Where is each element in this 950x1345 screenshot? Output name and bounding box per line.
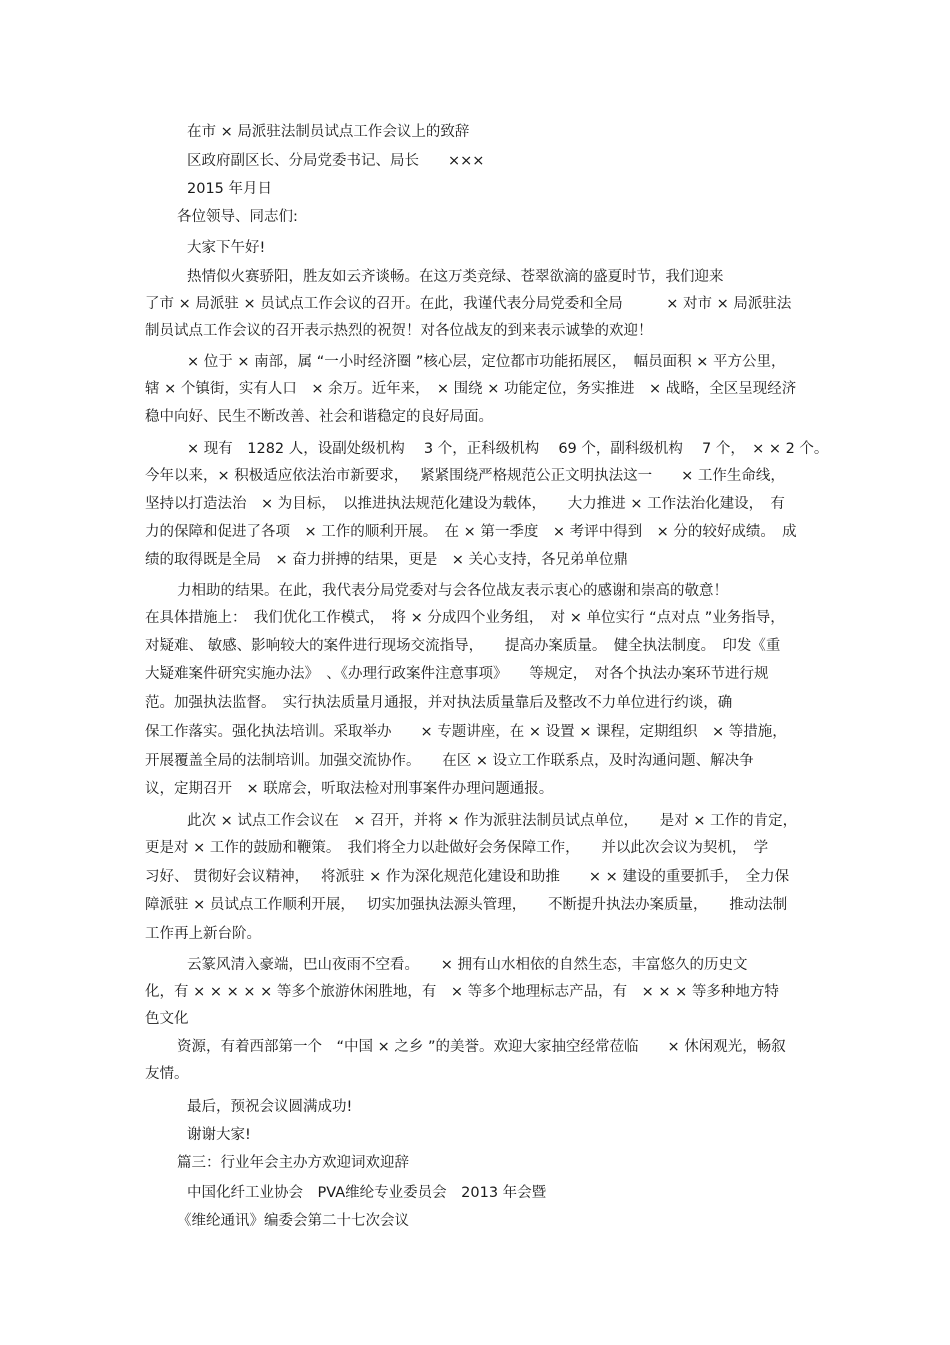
paragraph-line: 今年以来，× 积极适应依法治市新要求， 紧紧围绕严格规范公正文明执法这一 × 工作生命线， — [145, 468, 785, 484]
paragraph-line: 辖 × 个镇街，实有人口 × 余万。近年来， × 围绕 × 功能定位，务实推进 × 战略，全区呈现经济 — [145, 381, 797, 397]
salutation: 各位领导、同志们: — [177, 209, 298, 225]
paragraph-line: 力相助的结果。在此，我代表分局党委对与会各位战友表示衷心的感谢和崇高的敬意！ — [177, 583, 728, 599]
paragraph-line: 制员试点工作会议的召开表示热烈的祝贺！对各位战友的到来表示诚挚的欢迎！ — [145, 323, 653, 339]
paragraph-line: 议，定期召开 × 联席会，听取法检对刑事案件办理问题通报。 — [145, 781, 554, 797]
paragraph-line: 范。加强执法监督。 实行执法质量月通报，并对执法质量靠后及整改不力单位进行约谈，确 — [145, 695, 733, 711]
paragraph-line: 保工作落实。强化执法培训。采取举办 × 专题讲座，在 × 设置 × 课程，定期组织 × 等措施， — [145, 724, 787, 740]
author-line: 区政府副区长、分局党委书记、局长 ××× — [187, 153, 485, 169]
paragraph-line: × 现有 1282 人，设副处级机构 3 个，正科级机构 69 个，副科级机构 7 个， × × 2 个。 — [187, 441, 829, 457]
paragraph-line: 热情似火赛骄阳，胜友如云齐谈畅。在这万类竞绿、苍翠欲滴的盛夏时节，我们迎来 — [187, 269, 724, 285]
paragraph-line: 障派驻 × 员试点工作顺利开展， 切实加强执法源头管理， 不断提升执法办案质量， 推动法制 — [145, 897, 788, 913]
paragraph-line: 色文化 — [145, 1011, 189, 1027]
greeting: 大家下午好! — [187, 240, 266, 256]
paragraph-line: × 位于 × 南部，属 “一小时经济圈 ”核心层，定位都市功能拓展区， 幅员面积 × 平方公里， — [187, 354, 786, 370]
section-heading: 篇三：行业年会主办方欢迎词欢迎辞 — [177, 1155, 409, 1171]
paragraph-line: 资源，有着西部第一个 “中国 × 之乡 ”的美誉。欢迎大家抽空经常莅临 × 休闲观光，畅叙 — [177, 1039, 786, 1055]
paragraph-line: 更是对 × 工作的鼓励和鞭策。 我们将全力以赴做好会务保障工作， 并以此次会议为契机， 学 — [145, 840, 769, 856]
closing-wish: 最后，预祝会议圆满成功! — [187, 1099, 353, 1115]
paragraph-line: 了市 × 局派驻 × 员试点工作会议的召开。在此，我谨代表分局党委和全局 × 对市 × 局派驻法 — [145, 296, 792, 312]
paragraph-line: 化，有 × × × × × 等多个旅游休闲胜地，有 × 等多个地理标志产品，有 × × × 等多种地方特 — [145, 984, 779, 1000]
paragraph-line: 力的保障和促进了各项 × 工作的顺利开展。 在 × 第一季度 × 考评中得到 × 分的较好成绩。 成 — [145, 524, 797, 540]
paragraph-line: 坚持以打造法治 × 为目标， 以推进执法规范化建设为载体， 大力推进 × 工作法治化建设， 有 — [145, 496, 785, 512]
paragraph-line: 对疑难、 敏感、影响较大的案件进行现场交流指导， 提高办案质量。 健全执法制度。 印发《重 — [145, 638, 781, 654]
paragraph-line: 工作再上新台阶。 — [145, 926, 261, 942]
paragraph-line: 云篆风清入豪端，巴山夜雨不空看。 × 拥有山水相依的自然生态，丰富悠久的历史文 — [187, 957, 748, 973]
paragraph-line: 友情。 — [145, 1066, 189, 1082]
paragraph-line: 此次 × 试点工作会议在 × 召开，并将 × 作为派驻法制员试点单位， 是对 × 工作的肯定， — [187, 813, 798, 829]
section-subheading: 《维纶通讯》编委会第二十七次会议 — [177, 1213, 409, 1229]
paragraph-line: 绩的取得既是全局 × 奋力拼搏的结果，更是 × 关心支持，各兄弟单位鼎 — [145, 552, 629, 568]
paragraph-line: 稳中向好、民生不断改善、社会和谐稳定的良好局面。 — [145, 409, 493, 425]
paragraph-line: 大疑难案件研究实施办法》 、《办理行政案件注意事项》 等规定， 对各个执法办案环节进行规 — [145, 666, 769, 682]
paragraph-line: 在具体措施上： 我们优化工作模式， 将 × 分成四个业务组， 对 × 单位实行 “点对点 ”业务指导， — [145, 610, 785, 626]
section-subheading: 中国化纤工业协会 PVA维纶专业委员会 2013 年会暨 — [187, 1185, 547, 1201]
date-line: 2015 年月日 — [187, 181, 273, 197]
paragraph-line: 开展覆盖全局的法制培训。加强交流协作。 在区 × 设立工作联系点，及时沟通问题、解决争 — [145, 753, 754, 769]
document-title: 在市 × 局派驻法制员试点工作会议上的致辞 — [187, 124, 470, 140]
closing-thanks: 谢谢大家! — [187, 1127, 251, 1143]
paragraph-line: 习好、 贯彻好会议精神， 将派驻 × 作为深化规范化建设和助推 × × 建设的重要抓手， 全力保 — [145, 869, 790, 885]
